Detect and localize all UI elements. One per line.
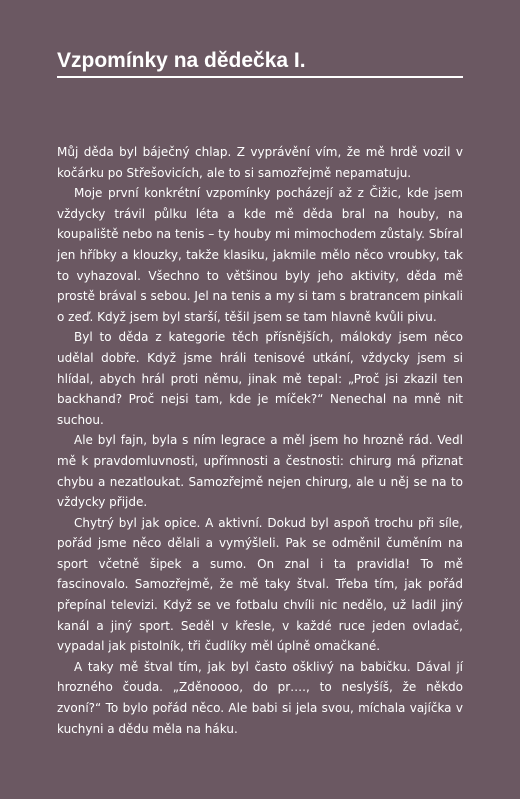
chapter-body [57, 142, 463, 739]
paragraph-5: Chytrý byl jak opice. A aktivní. Dokud byl aspoň trochu při síle, pořád jsme něco dělali a vymýšleli. Pak se odměnil čuměním na sport včetně šipek a sumo. On znal i ta pravidla! To mě fascinovalo. Samozřejmě, že mě taky štval. Třeba tím, jak pořád přepínal televizi. Když se ve fotbalu chvíli nic nedělo, už ladil jiný kanál a jiný sport. Seděl v křesle, v každé ruce jeden ovladač, vypadal jak pistolník, tři čudlíky měl úplně omačkané. [57, 515, 463, 654]
chapter-title: Vzpomínky na dědečka I. [57, 48, 463, 78]
paragraph-6: A taky mě štval tím, jak byl často ošklivý na babičku. Dával jí hrozného čouda. „Zděnoooo, do pr…., to neslyšíš, že někdo zvoní?“ To bylo pořád něco. Ale babi si jela svou, míchala vajíčka v kuchyni a dědu měla na háku. [57, 659, 463, 736]
paragraph-4: Ale byl fajn, byla s ním legrace a měl jsem ho hrozně rád. Vedl mě k pravdomluvnosti, upřímnosti a čestnosti: chirurg má přiznat chybu a nezatloukat. Samozřejmě nejen chirurg, ale u něj se na to vždycky přijde. [57, 433, 463, 510]
paragraph-2: Moje první konkrétní vzpomínky pocházejí až z Čižic, kde jsem vždycky trávil půlku léta a kde mě děda bral na houby, na koupaliště nebo na tenis – ty houby mi mimochodem zůstaly. Sbíral jen hříbky a klouzky, takže klasiku, jakmile mělo něco vroubky, tak to vyhazoval. Všechno to většinou byly jeho aktivity, děda mě prostě brával s sebou. Jel na tenis a my si tam s bratrancem pinkali o zeď. Když jsem byl starší, těšil jsem se tam hlavně kvůli pivu. [57, 186, 463, 324]
paragraph-1: Můj děda byl báječný chlap. Z vyprávění vím, že mě hrdě vozil v kočárku po Střešovicích, ale to si samozřejmě nepamatuju. [57, 145, 463, 180]
title-block [57, 48, 463, 112]
paragraph-3: Byl to děda z kategorie těch přísnějších, málokdy jsem něco udělal dobře. Když jsme hráli tenisové utkání, vždycky jsem si hlídal, abych hrál proti němu, jinak mě tepal: „Proč jsi zkazil ten backhand? Proč nejsi tam, kde je míček?“ Nenechal na mně nit suchou. [57, 330, 463, 427]
